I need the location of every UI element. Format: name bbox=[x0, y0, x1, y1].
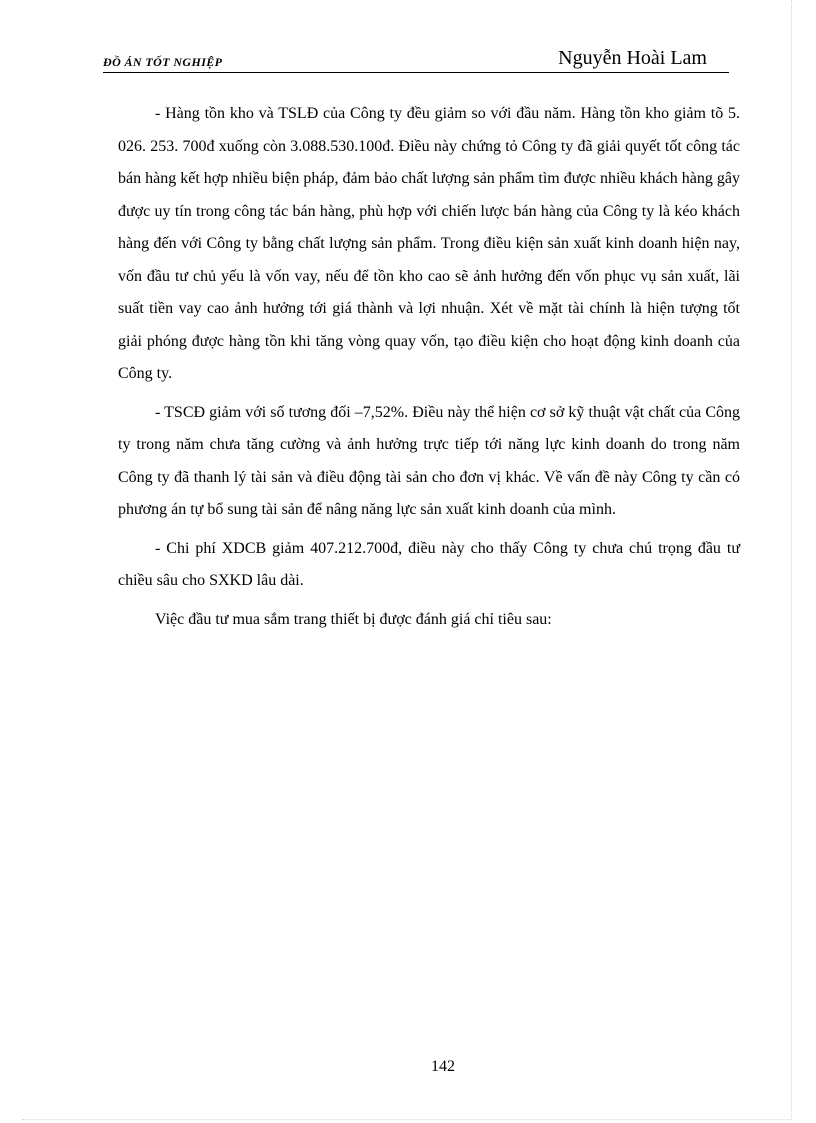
paragraph-equipment-intro: Việc đầu tư mua sắm trang thiết bị được đánh giá chỉ tiêu sau: bbox=[155, 610, 552, 628]
body-text bbox=[118, 98, 740, 642]
page-header bbox=[103, 46, 729, 73]
header-title: ĐỒ ÁN TỐT NGHIỆP bbox=[103, 55, 223, 69]
page-number: 142 bbox=[431, 1058, 455, 1075]
paragraph-construction-cost: - Chi phí XDCB giảm 407.212.700đ, điều này cho thấy Công ty chưa chú trọng đầu tư chiều sâu cho SXKD lâu dài. bbox=[118, 539, 740, 589]
paragraph-fixed-assets: - TSCĐ giảm với số tương đối –7,52%. Điều này thể hiện cơ sở kỹ thuật vật chất của Công ty trong năm chưa tăng cường và ảnh hưởng trực tiếp tới năng lực kinh doanh do trong năm Công ty đã thanh lý tài sản và điều động tài sản cho đơn vị khác. Về vấn đề này Công ty cần có phương án tự bổ sung tài sản để nâng năng lực sản xuất kinh doanh của mình. bbox=[118, 403, 740, 518]
header-author: Nguyễn Hoài Lam bbox=[558, 47, 707, 69]
paragraph-inventory: - Hàng tồn kho và TSLĐ của Công ty đều giảm so với đầu năm. Hàng tồn kho giảm tõ 5. 026. 253. 700đ xuống còn 3.088.530.100đ. Điều này chứng tỏ Công ty đã giải quyết tốt công tác bán hàng kết hợp nhiều biện pháp, đảm bảo chất lượng sản phẩm tìm được nhiều khách hàng gây được uy tín trong công tác bán hàng, phù hợp với chiến lược bán hàng của Công ty là kéo khách hàng đến với Công ty bằng chất lượng sản phẩm. Trong điều kiện sản xuất kinh doanh hiện nay, vốn đầu tư chủ yếu là vốn vay, nếu để tồn kho cao sẽ ảnh hưởng đến vốn phục vụ sản xuất, lãi suất tiền vay cao ảnh hưởng tới giá thành và lợi nhuận. Xét về mặt tài chính là hiện tượng tốt giải phóng được hàng tồn khi tăng vòng quay vốn, tạo điều kiện cho hoạt động kinh doanh của Công ty. bbox=[118, 105, 740, 382]
